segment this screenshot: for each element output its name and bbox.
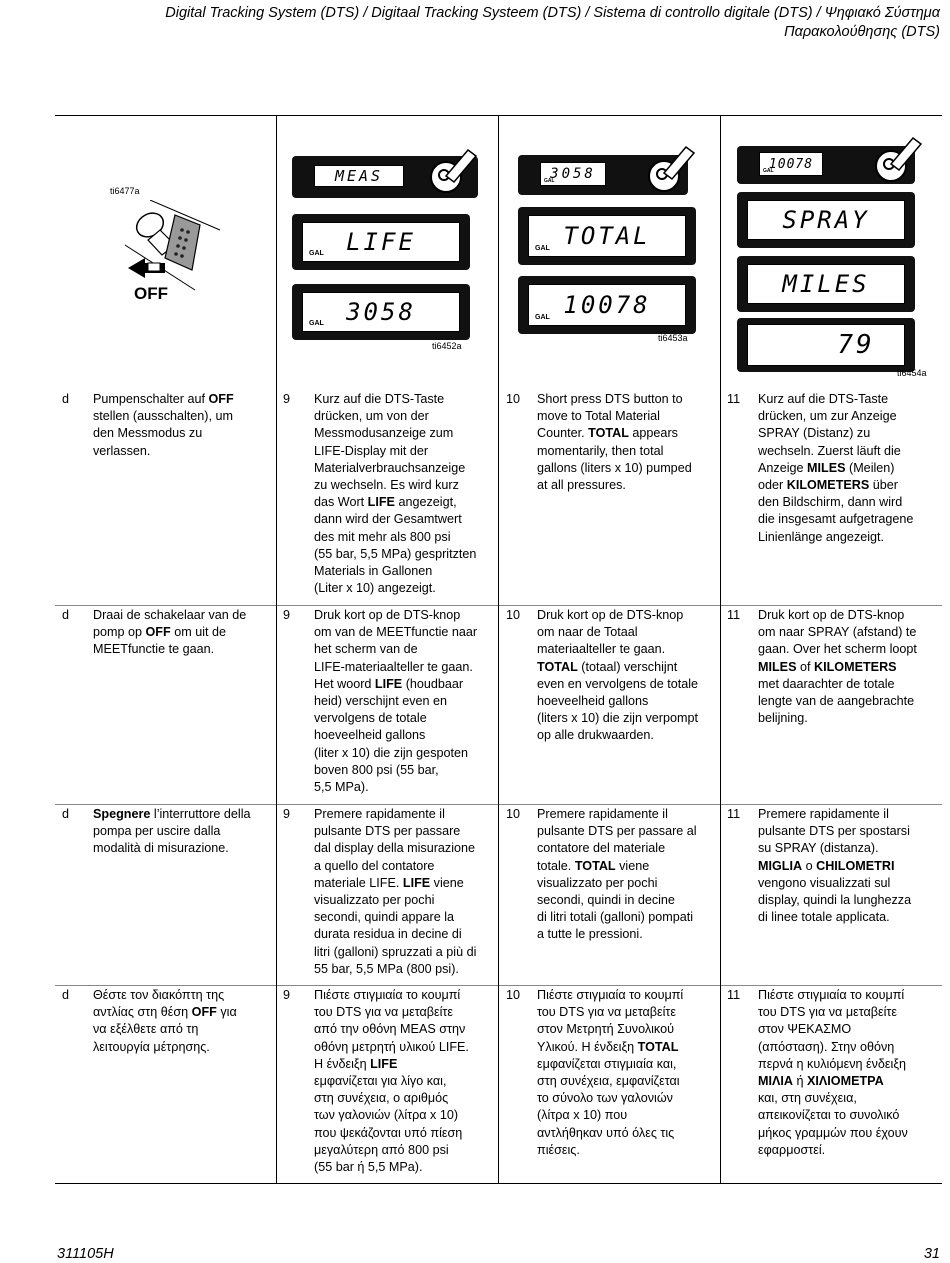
lcd-top-display — [759, 152, 823, 176]
lcd-bottom-display — [528, 284, 686, 326]
step-text: Druk kort op de DTS-knop om naar SPRAY (afstand) te gaan. Over het scherm loopt MILES of KILOMETERS met daarachter de totale lengte van de aangebrachte belijning. — [758, 608, 917, 726]
step-text: Short press DTS button to move to Total Material Counter. TOTAL appears momentarily, then total gallons (liters x 10) pumped at all pressures. — [537, 392, 692, 493]
pump-switch-illustration — [100, 200, 250, 310]
lcd-bottom-value: 3058 — [346, 298, 416, 326]
step-text: Kurz auf die DTS-Taste drücken, um von der Messmodusanzeige zum LIFE-Display mit der Materialverbrauchsanzeige zu wechseln. Es wird kurz das Wort LIFE angezeigt, dann wird der Gesamtwert des mit mehr als 800 psi (55 bar, 5,5 MPa) gespritzten Materials in Gallonen (Liter x 10) angezeigt. — [314, 392, 477, 596]
step-text: Premere rapidamente il pulsante DTS per passare al contatore del materiale totale. TOTAL viene visualizzato per pochi secondi, quindi in decine di litri totali (galloni) pompati a tutte le pressioni. — [537, 807, 697, 942]
lcd-top-display — [314, 165, 404, 187]
step-number: 11 — [727, 988, 741, 1002]
page-number: 31 — [923, 1246, 940, 1262]
lcd-value-distance: 79 — [837, 330, 875, 360]
lcd-mid-value: LIFE — [346, 228, 416, 256]
col-rule-1 — [276, 115, 277, 1183]
step-text: Πιέστε στιγμιαία το κουμπί του DTS για να μεταβείτε στον ΨΕΚΑΣΜΟ (απόσταση). Στην οθόνη περνά η κυλιόμενη ένδειξη ΜΙΛΙΑ ή ΧΙΛΙΟΜΕΤΡΑ και, στη συνέχεια, απεικονίζεται το συνολικό μήκος γραμμών που έχουν εφαρμοστεί. — [758, 988, 908, 1157]
lcd-display-4 — [747, 324, 905, 366]
step-text: Πιέστε στιγμιαία το κουμπί του DTS για να μεταβείτε από την οθόνη MEAS στην οθόνη μετρητή υλικού LIFE. Η ένδειξη LIFE εμφανίζεται για λίγο και, στη συνέχεια, ο αριθμός των γαλονιών (λίτρα x 10) που ψεκάζονται υπό πίεση μεγαλύτερη από 800 psi (55 bar ή 5,5 MPa). — [314, 988, 469, 1175]
col-rule-3 — [720, 115, 721, 1183]
step-number: 9 — [283, 988, 291, 1002]
finger-press-icon — [887, 134, 927, 174]
dts-mid-panel — [518, 207, 696, 265]
header-line-2: Παρακολούθησης (DTS) — [784, 24, 940, 40]
step-number: 10 — [506, 608, 521, 622]
step-text: Πιέστε στιγμιαία το κουμπί του DTS για να μεταβείτε στον Μετρητή Συνολικού Υλικού. Η ένδειξη TOTAL εμφανίζεται στιγμιαία και, στη συνέχεια, εμφανίζεται το σύνολο των γαλονιών (λίτρα x 10) που αντλήθηκαν υπό όλες τις πιέσεις. — [537, 988, 684, 1157]
figure-life-display — [292, 156, 478, 356]
lcd-value-spray: SPRAY — [782, 206, 870, 234]
step-number: d — [62, 807, 70, 821]
lcd-mid-display — [528, 215, 686, 257]
gal-unit-label: GAL — [763, 168, 774, 174]
lcd-display-2 — [747, 200, 905, 240]
figure-tag: ti6477a — [110, 186, 140, 196]
step-text: Spegnere l’interruttore della pompa per uscire dalla modalità di misurazione. — [93, 807, 251, 856]
dts-bottom-panel — [292, 284, 470, 340]
lcd-top-display — [540, 162, 606, 186]
step-number: 10 — [506, 392, 521, 406]
page-header — [60, 4, 940, 42]
finger-press-icon — [442, 146, 482, 186]
col-rule-2 — [498, 115, 499, 1183]
step-number: 10 — [506, 807, 521, 821]
dts-panel-2 — [737, 192, 915, 248]
lcd-display-3 — [747, 264, 905, 304]
lcd-mid-value: TOTAL — [563, 222, 651, 250]
gal-unit-label: GAL — [309, 250, 324, 257]
step-text: Druk kort op de DTS-knop om van de MEETfunctie naar het scherm van de LIFE-materiaalteller te gaan. Het woord LIFE (houdbaar heid) verschijnt even en vervolgens de totale hoeveelheid gallons (liter x 10) die zijn gespoten boven 800 psi (55 bar, 5,5 MPa). — [314, 608, 478, 795]
table-bottom-rule — [55, 1183, 942, 1184]
header-line-1: Digital Tracking System (DTS) / Digitaal Tracking Systeem (DTS) / Sistema di controllo digitale (DTS) / Ψηφιακό Σύστημα — [165, 5, 940, 21]
off-label: OFF — [134, 284, 168, 303]
step-number: 10 — [506, 988, 521, 1002]
step-number: 11 — [727, 608, 741, 622]
step-text: Draai de schakelaar van de pomp op OFF om uit de MEETfunctie te gaan. — [93, 608, 247, 657]
step-number: 9 — [283, 807, 291, 821]
figure-tag: ti6453a — [658, 333, 688, 343]
step-number: 11 — [727, 392, 741, 406]
lcd-top-value: 3058 — [550, 166, 596, 182]
step-text: Kurz auf die DTS-Taste drücken, um zur Anzeige SPRAY (Distanz) zu wechseln. Zuerst läuft die Anzeige MILES (Meilen) oder KILOMETERS über den Bildschirm, dann wird die insgesamt aufgetragene Linienlänge angezeigt. — [758, 392, 914, 544]
finger-press-icon — [660, 143, 700, 183]
step-number: 9 — [283, 392, 291, 406]
step-number: d — [62, 988, 70, 1002]
dts-panel-3 — [737, 256, 915, 312]
step-text: Premere rapidamente il pulsante DTS per passare dal display della misurazione a quello del contatore materiale LIFE. LIFE viene visualizzato per pochi secondi, quindi appare la durata residua in decine di litri (galloni) spruzzati a più di 55 bar, 5,5 MPa (800 psi). — [314, 807, 477, 976]
step-number: 11 — [727, 807, 741, 821]
dts-panel-4 — [737, 318, 915, 372]
step-number: d — [62, 608, 70, 622]
dts-mid-panel — [292, 214, 470, 270]
figure-tag: ti6454a — [897, 368, 927, 378]
doc-number: 311105H — [57, 1246, 114, 1262]
lcd-top-value: MEAS — [334, 167, 384, 185]
step-text: Premere rapidamente il pulsante DTS per spostarsi su SPRAY (distanza). MIGLIA o CHILOMETRI vengono visualizzati sul display, quindi la lunghezza di linee totale applicata. — [758, 807, 912, 925]
step-text: Pumpenschalter auf OFF stellen (ausschalten), um den Messmodus zu verlassen. — [93, 392, 234, 458]
step-text: Druk kort op de DTS-knop om naar de Totaal materiaalteller te gaan. TOTAL (totaal) verschijnt even en vervolgens de totale hoeveelheid gallons (liters x 10) die zijn verpompt op alle drukwaarden. — [537, 608, 699, 743]
gal-unit-label: GAL — [309, 320, 324, 327]
figure-spray-display — [737, 146, 937, 378]
lcd-bottom-value: 10078 — [563, 291, 651, 319]
figure-tag: ti6452a — [432, 341, 462, 351]
lcd-value-miles: MILES — [782, 270, 870, 298]
lcd-mid-display — [302, 222, 460, 262]
lcd-bottom-display — [302, 292, 460, 332]
dts-bottom-panel — [518, 276, 696, 334]
gal-unit-label: GAL — [535, 245, 550, 252]
gal-unit-label: GAL — [535, 314, 550, 321]
step-text: Θέστε τον διακόπτη της αντλίας στη θέση OFF για να εξέλθετε από τη λειτουργία μέτρησης. — [93, 988, 237, 1054]
gal-unit-label: GAL — [544, 178, 555, 184]
figure-total-display — [518, 155, 704, 350]
figure-pump-switch — [100, 180, 250, 310]
step-number: 9 — [283, 608, 291, 622]
step-number: d — [62, 392, 70, 406]
lcd-top-value: 10078 — [768, 156, 814, 172]
